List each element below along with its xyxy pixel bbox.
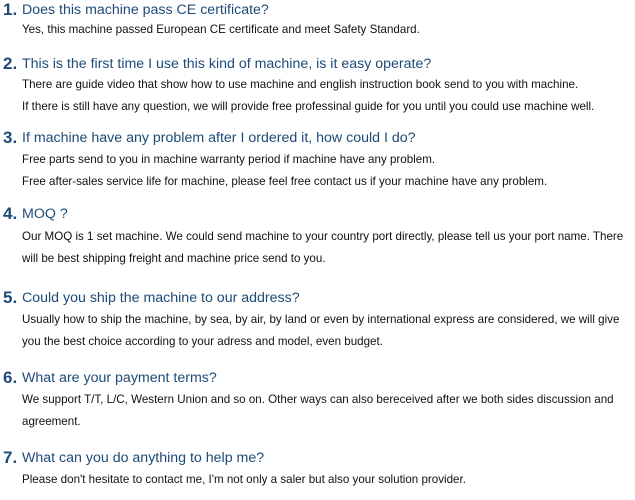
faq-item-7 <box>0 448 635 486</box>
faq-number-6: 6. <box>3 368 18 387</box>
faq-number-7: 7. <box>3 448 18 467</box>
faq-answer-4-line-1: Our MOQ is 1 set machine. We could send machine to your country port directly, please tell us your port name. There <box>22 230 624 243</box>
faq-answer-6-line-2: agreement. <box>22 415 81 428</box>
faq-question-2: This is the first time I use this kind of machine, is it easy operate? <box>22 56 432 72</box>
faq-item-3 <box>0 128 635 188</box>
faq-question-row-7 <box>0 448 635 470</box>
faq-answer-4-line-2: will be best shipping freight and machine price send to you. <box>22 252 326 265</box>
faq-question-5: Could you ship the machine to our address? <box>22 290 300 306</box>
faq-question-row-6 <box>0 368 635 390</box>
faq-question-4: MOQ ? <box>22 206 68 222</box>
faq-answer-3-line-2: Free after-sales service life for machine, please feel free contact us if your machine have any problem. <box>22 175 548 188</box>
faq-answer-5-line-1: Usually how to ship the machine, by sea, by air, by land or even by international express are considered, we will give <box>22 313 620 326</box>
faq-question-row-3 <box>0 128 635 150</box>
faq-answer-2-line-1: There are guide video that show how to use machine and english instruction book send to you with machine. <box>22 78 579 91</box>
faq-question-row-2 <box>0 54 635 76</box>
faq-answer-1-line-1: Yes, this machine passed European CE certificate and meet Safety Standard. <box>22 23 420 36</box>
faq-item-1 <box>0 0 635 36</box>
faq-answer-6-line-1: We support T/T, L/C, Western Union and so on. Other ways can also bereceived after we both sides discussion and <box>22 393 614 406</box>
faq-item-6 <box>0 368 635 428</box>
faq-question-row-1 <box>0 0 635 22</box>
faq-item-2 <box>0 54 635 113</box>
faq-answer-2-line-2: If there is still have any question, we will provide free professinal guide for you until you could use machine well. <box>22 100 595 113</box>
faq-question-7: What can you do anything to help me? <box>22 450 265 466</box>
faq-answer-3-line-1: Free parts send to you in machine warranty period if machine have any problem. <box>22 153 436 166</box>
faq-question-row-4 <box>0 204 635 226</box>
faq-question-3: If machine have any problem after I ordered it, how could I do? <box>22 130 416 146</box>
faq-number-2: 2. <box>3 54 18 73</box>
faq-question-6: What are your payment terms? <box>22 370 217 386</box>
faq-question-row-5 <box>0 288 635 310</box>
faq-item-5 <box>0 288 635 348</box>
faq-number-3: 3. <box>3 128 18 147</box>
faq-number-5: 5. <box>3 288 18 307</box>
faq-item-4 <box>0 204 635 265</box>
faq-answer-7-line-1: Please don't hesitate to contact me, I'm not only a saler but also your solution provider. <box>22 473 466 486</box>
faq-answer-5-line-2: you the best choice according to your adress and model, even budget. <box>22 335 383 348</box>
faq-number-4: 4. <box>3 204 18 223</box>
faq-number-1: 1. <box>3 0 18 19</box>
faq-question-1: Does this machine pass CE certificate? <box>22 2 269 18</box>
